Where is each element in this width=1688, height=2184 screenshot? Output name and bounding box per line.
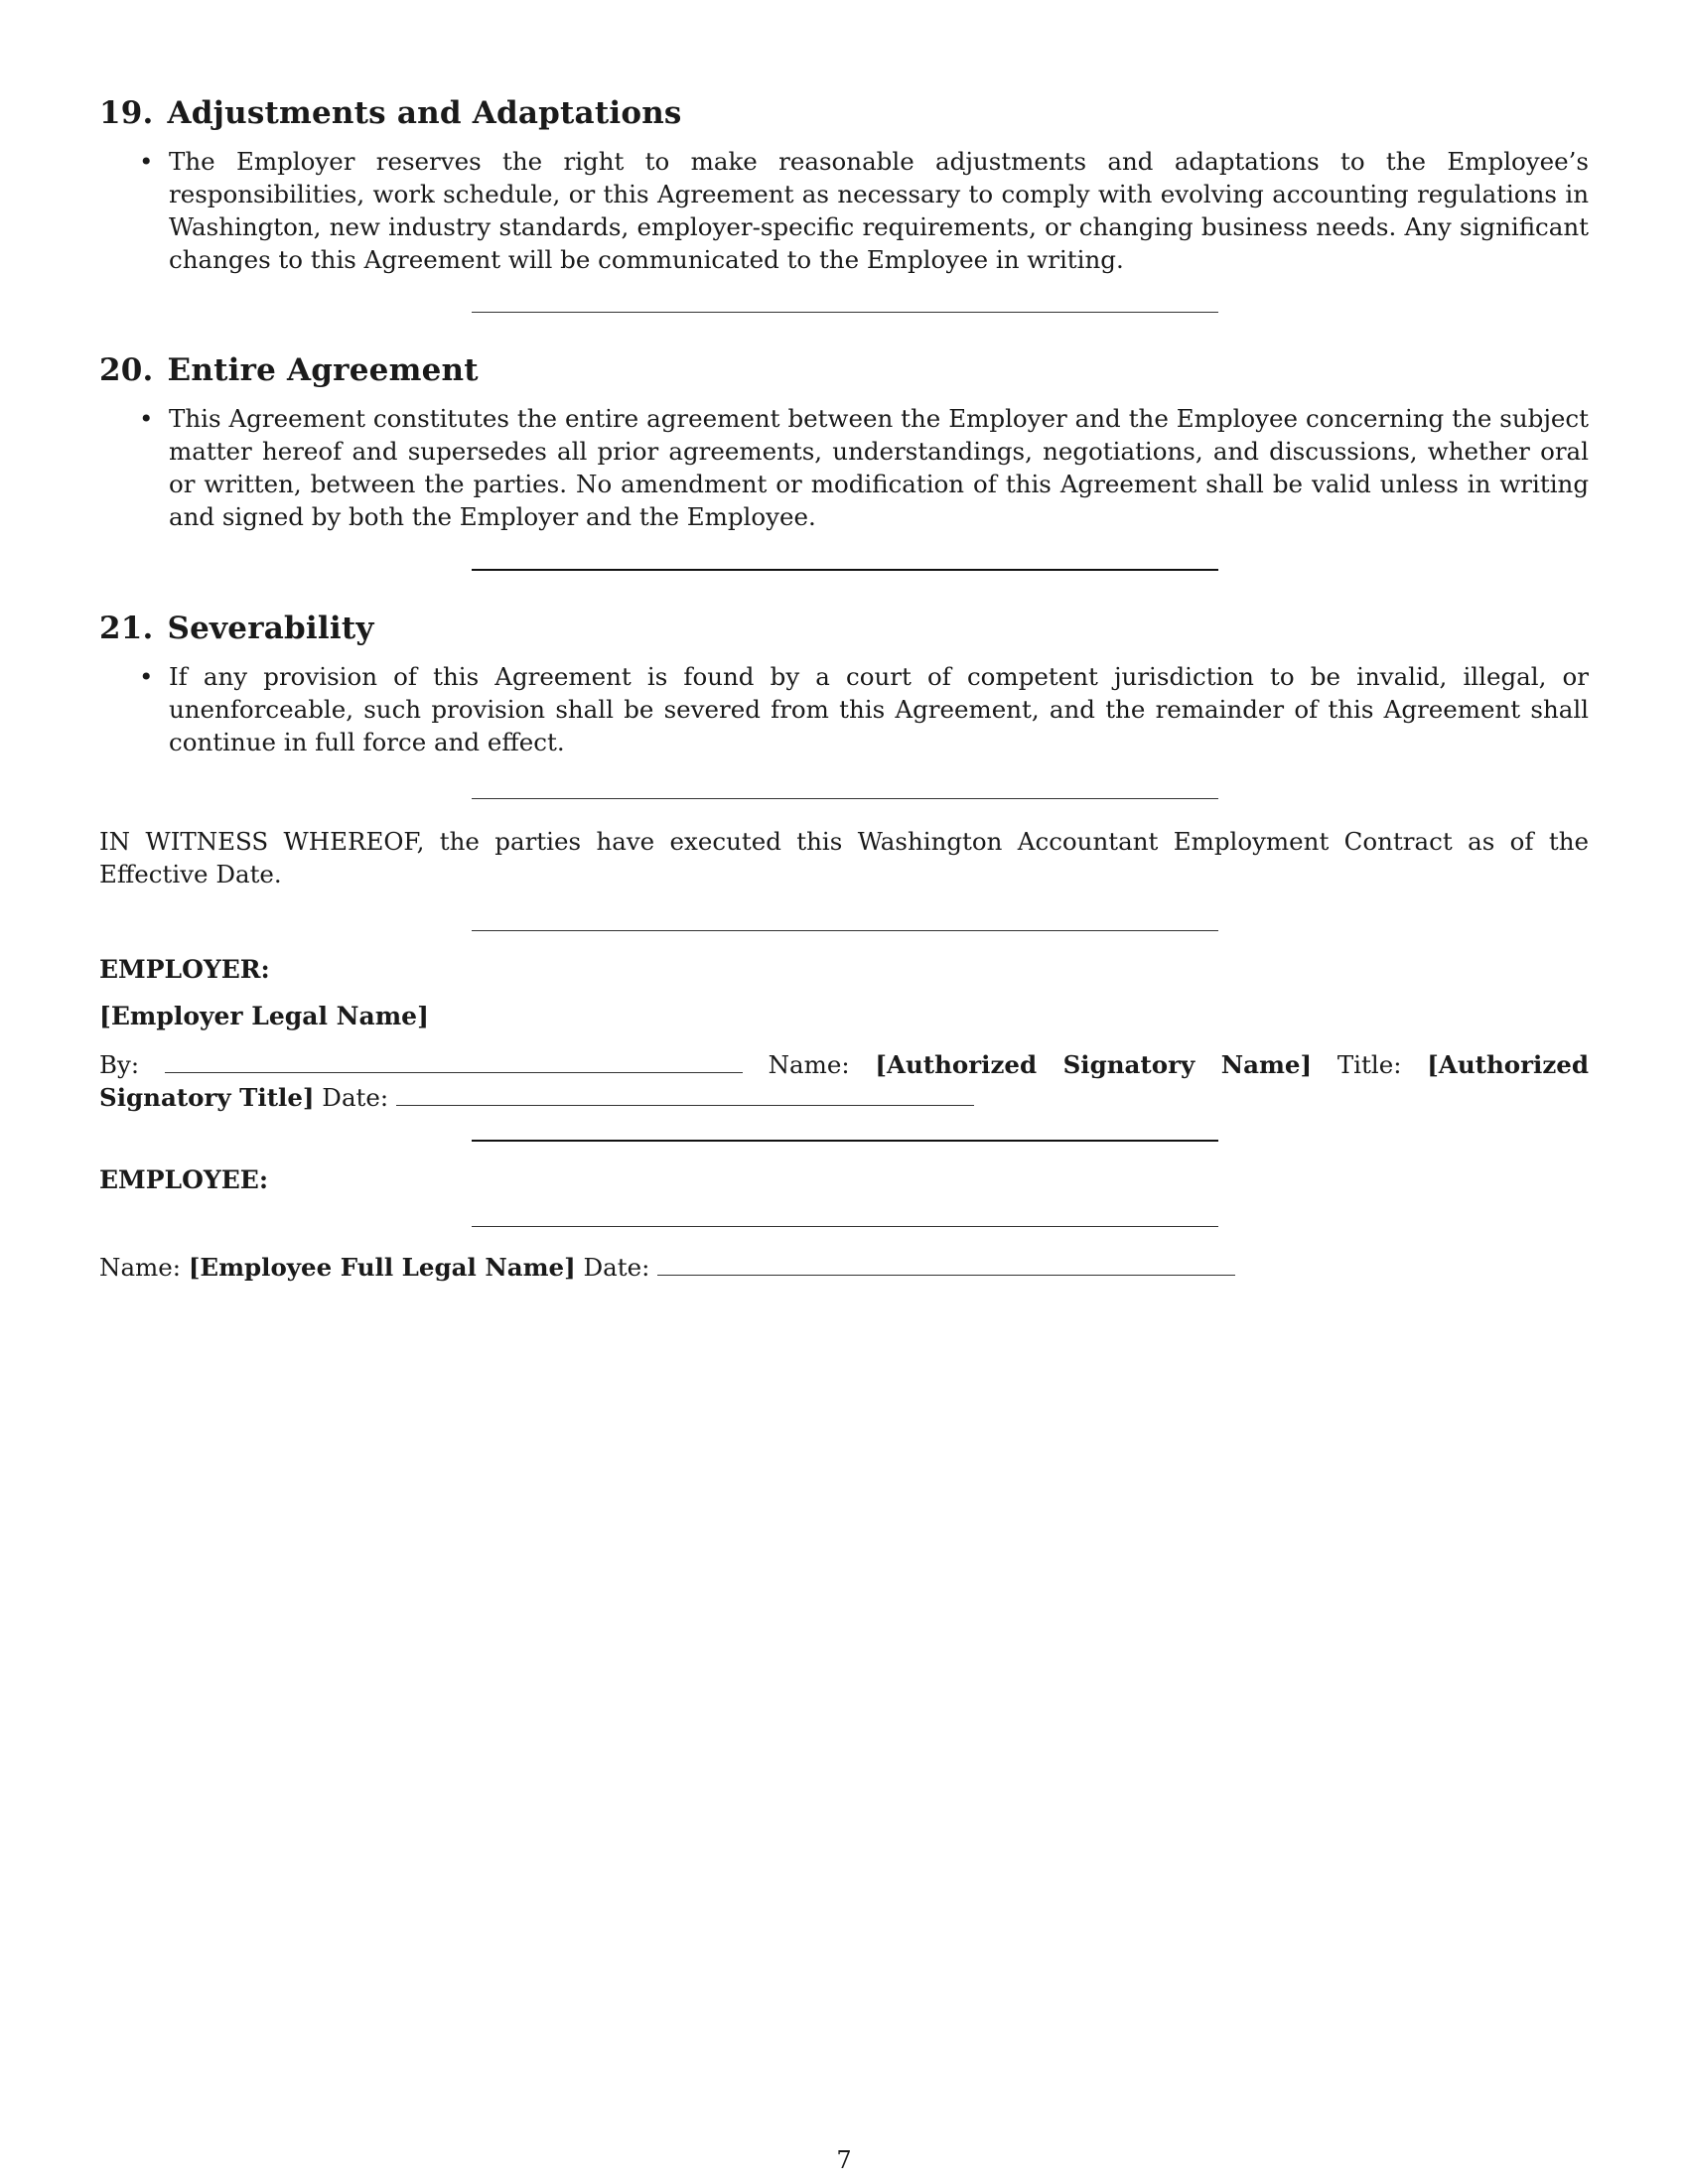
section-20 (99, 352, 1589, 533)
title-label: Title: (1336, 1050, 1402, 1079)
section-number: 19. (99, 95, 154, 131)
list-item (99, 660, 1589, 758)
employee-name: [Employee Full Legal Name] (188, 1253, 576, 1282)
bullet-icon: • (139, 662, 154, 691)
divider (472, 569, 1218, 571)
name-label: Name: (768, 1050, 850, 1079)
divider (472, 1226, 1218, 1227)
section-heading (99, 611, 1589, 646)
bullet-text: The Employer reserves the right to make reasonable adjustments and adaptations to the Employee’s responsibilities, work schedule, or this Agreement as necessary to comply with evolving accounting regulations in Washington, new industry standards, employer-specific requirements, or changing business needs. Any significant changes to this Agreement will be communicated to the Employee in writing. (169, 147, 1589, 274)
bullet-icon: • (139, 404, 154, 433)
bullet-icon: • (139, 147, 154, 176)
list-item (99, 402, 1589, 533)
date-field[interactable] (396, 1081, 974, 1106)
section-title: Severability (167, 611, 374, 646)
witness-paragraph: IN WITNESS WHEREOF, the parties have executed this Washington Accountant Employment Contract as of the Effective Date. (99, 827, 1589, 888)
date-label: Date: (322, 1083, 389, 1112)
section-title: Entire Agreement (167, 352, 479, 388)
signatory-name: [Authorized Signatory Name] (875, 1050, 1313, 1079)
section-21 (99, 611, 1589, 758)
employer-legal-name: [Employer Legal Name] (99, 1002, 429, 1030)
divider (472, 312, 1218, 313)
page-number: 7 (836, 2146, 852, 2174)
bullet-text: This Agreement constitutes the entire agreement between the Employer and the Employee concerning the subject matter hereof and supersedes all prior agreements, understandings, negotiations, and discussions, whether oral or written, between the parties. No amendment or modification of this Agreement shall be valid unless in writing and signed by both the Employer and the Employee. (169, 404, 1589, 531)
signatory-title: [Authorized Signatory Title] (99, 1050, 1589, 1112)
employee-signature-line (99, 1251, 1589, 1284)
section-number: 21. (99, 611, 154, 646)
document-page (99, 91, 1589, 1284)
divider (472, 930, 1218, 931)
signature-field[interactable] (165, 1048, 743, 1073)
section-heading (99, 95, 1589, 131)
section-heading (99, 352, 1589, 388)
employer-heading: EMPLOYER: (99, 955, 270, 984)
date-field[interactable] (657, 1251, 1235, 1276)
employee-heading: EMPLOYEE: (99, 1165, 269, 1194)
list-item (99, 145, 1589, 276)
section-title: Adjustments and Adaptations (167, 95, 682, 131)
employer-signature-line (99, 1048, 1589, 1114)
bullet-text: If any provision of this Agreement is found by a court of competent jurisdiction to be invalid, illegal, or unenforceable, such provision shall be severed from this Agreement, and the remainder of this Agreement shall continue in full force and effect. (169, 662, 1589, 756)
date-label: Date: (583, 1253, 650, 1282)
divider (472, 798, 1218, 799)
divider (472, 1140, 1218, 1142)
section-number: 20. (99, 352, 154, 388)
section-19 (99, 95, 1589, 276)
by-label: By: (99, 1050, 140, 1079)
name-label: Name: (99, 1253, 182, 1282)
